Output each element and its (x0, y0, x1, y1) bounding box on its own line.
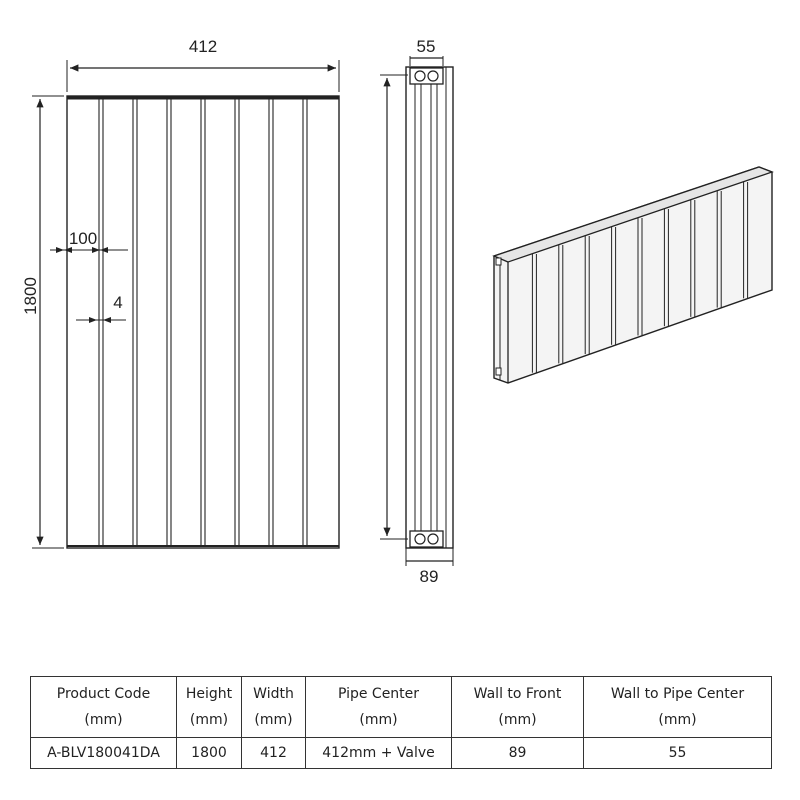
table-row (31, 738, 772, 769)
iso-top-cap (496, 258, 501, 265)
front-outline (67, 96, 339, 548)
side-bottom-pipe-left (415, 534, 425, 544)
spec-header-row (31, 677, 772, 738)
pitch-label: 100 (68, 229, 98, 248)
header-product-code: Product Code (mm) (31, 677, 177, 738)
header-height: Height (mm) (177, 677, 242, 738)
header-wall-to-front: Wall to Front (mm) (452, 677, 584, 738)
side-top-label: 55 (416, 37, 436, 56)
gap-label: 4 (113, 293, 123, 312)
cell-pipe-center: 412mm + Valve (306, 738, 452, 769)
isometric-view (494, 167, 772, 383)
side-bottom-pipe-right (428, 534, 438, 544)
header-wall-to-pipe-center: Wall to Pipe Center (mm) (584, 677, 772, 738)
width-label: 412 (188, 37, 218, 56)
front-view (21, 37, 339, 548)
cell-wall-to-pipe-center: 55 (584, 738, 772, 769)
side-top-pipe-right (428, 71, 438, 81)
spec-table (30, 676, 772, 769)
iso-body (494, 167, 772, 383)
header-pipe-center: Pipe Center (mm) (306, 677, 452, 738)
cell-wall-to-front: 89 (452, 738, 584, 769)
cell-width: 412 (242, 738, 306, 769)
cell-height: 1800 (177, 738, 242, 769)
header-width: Width (mm) (242, 677, 306, 738)
height-label: 1800 (21, 277, 40, 315)
iso-bottom-cap (496, 368, 501, 375)
cell-product-code: A-BLV180041DA (31, 738, 177, 769)
side-top-pipe-left (415, 71, 425, 81)
side-bottom-label: 89 (419, 567, 439, 586)
side-view (380, 37, 453, 586)
